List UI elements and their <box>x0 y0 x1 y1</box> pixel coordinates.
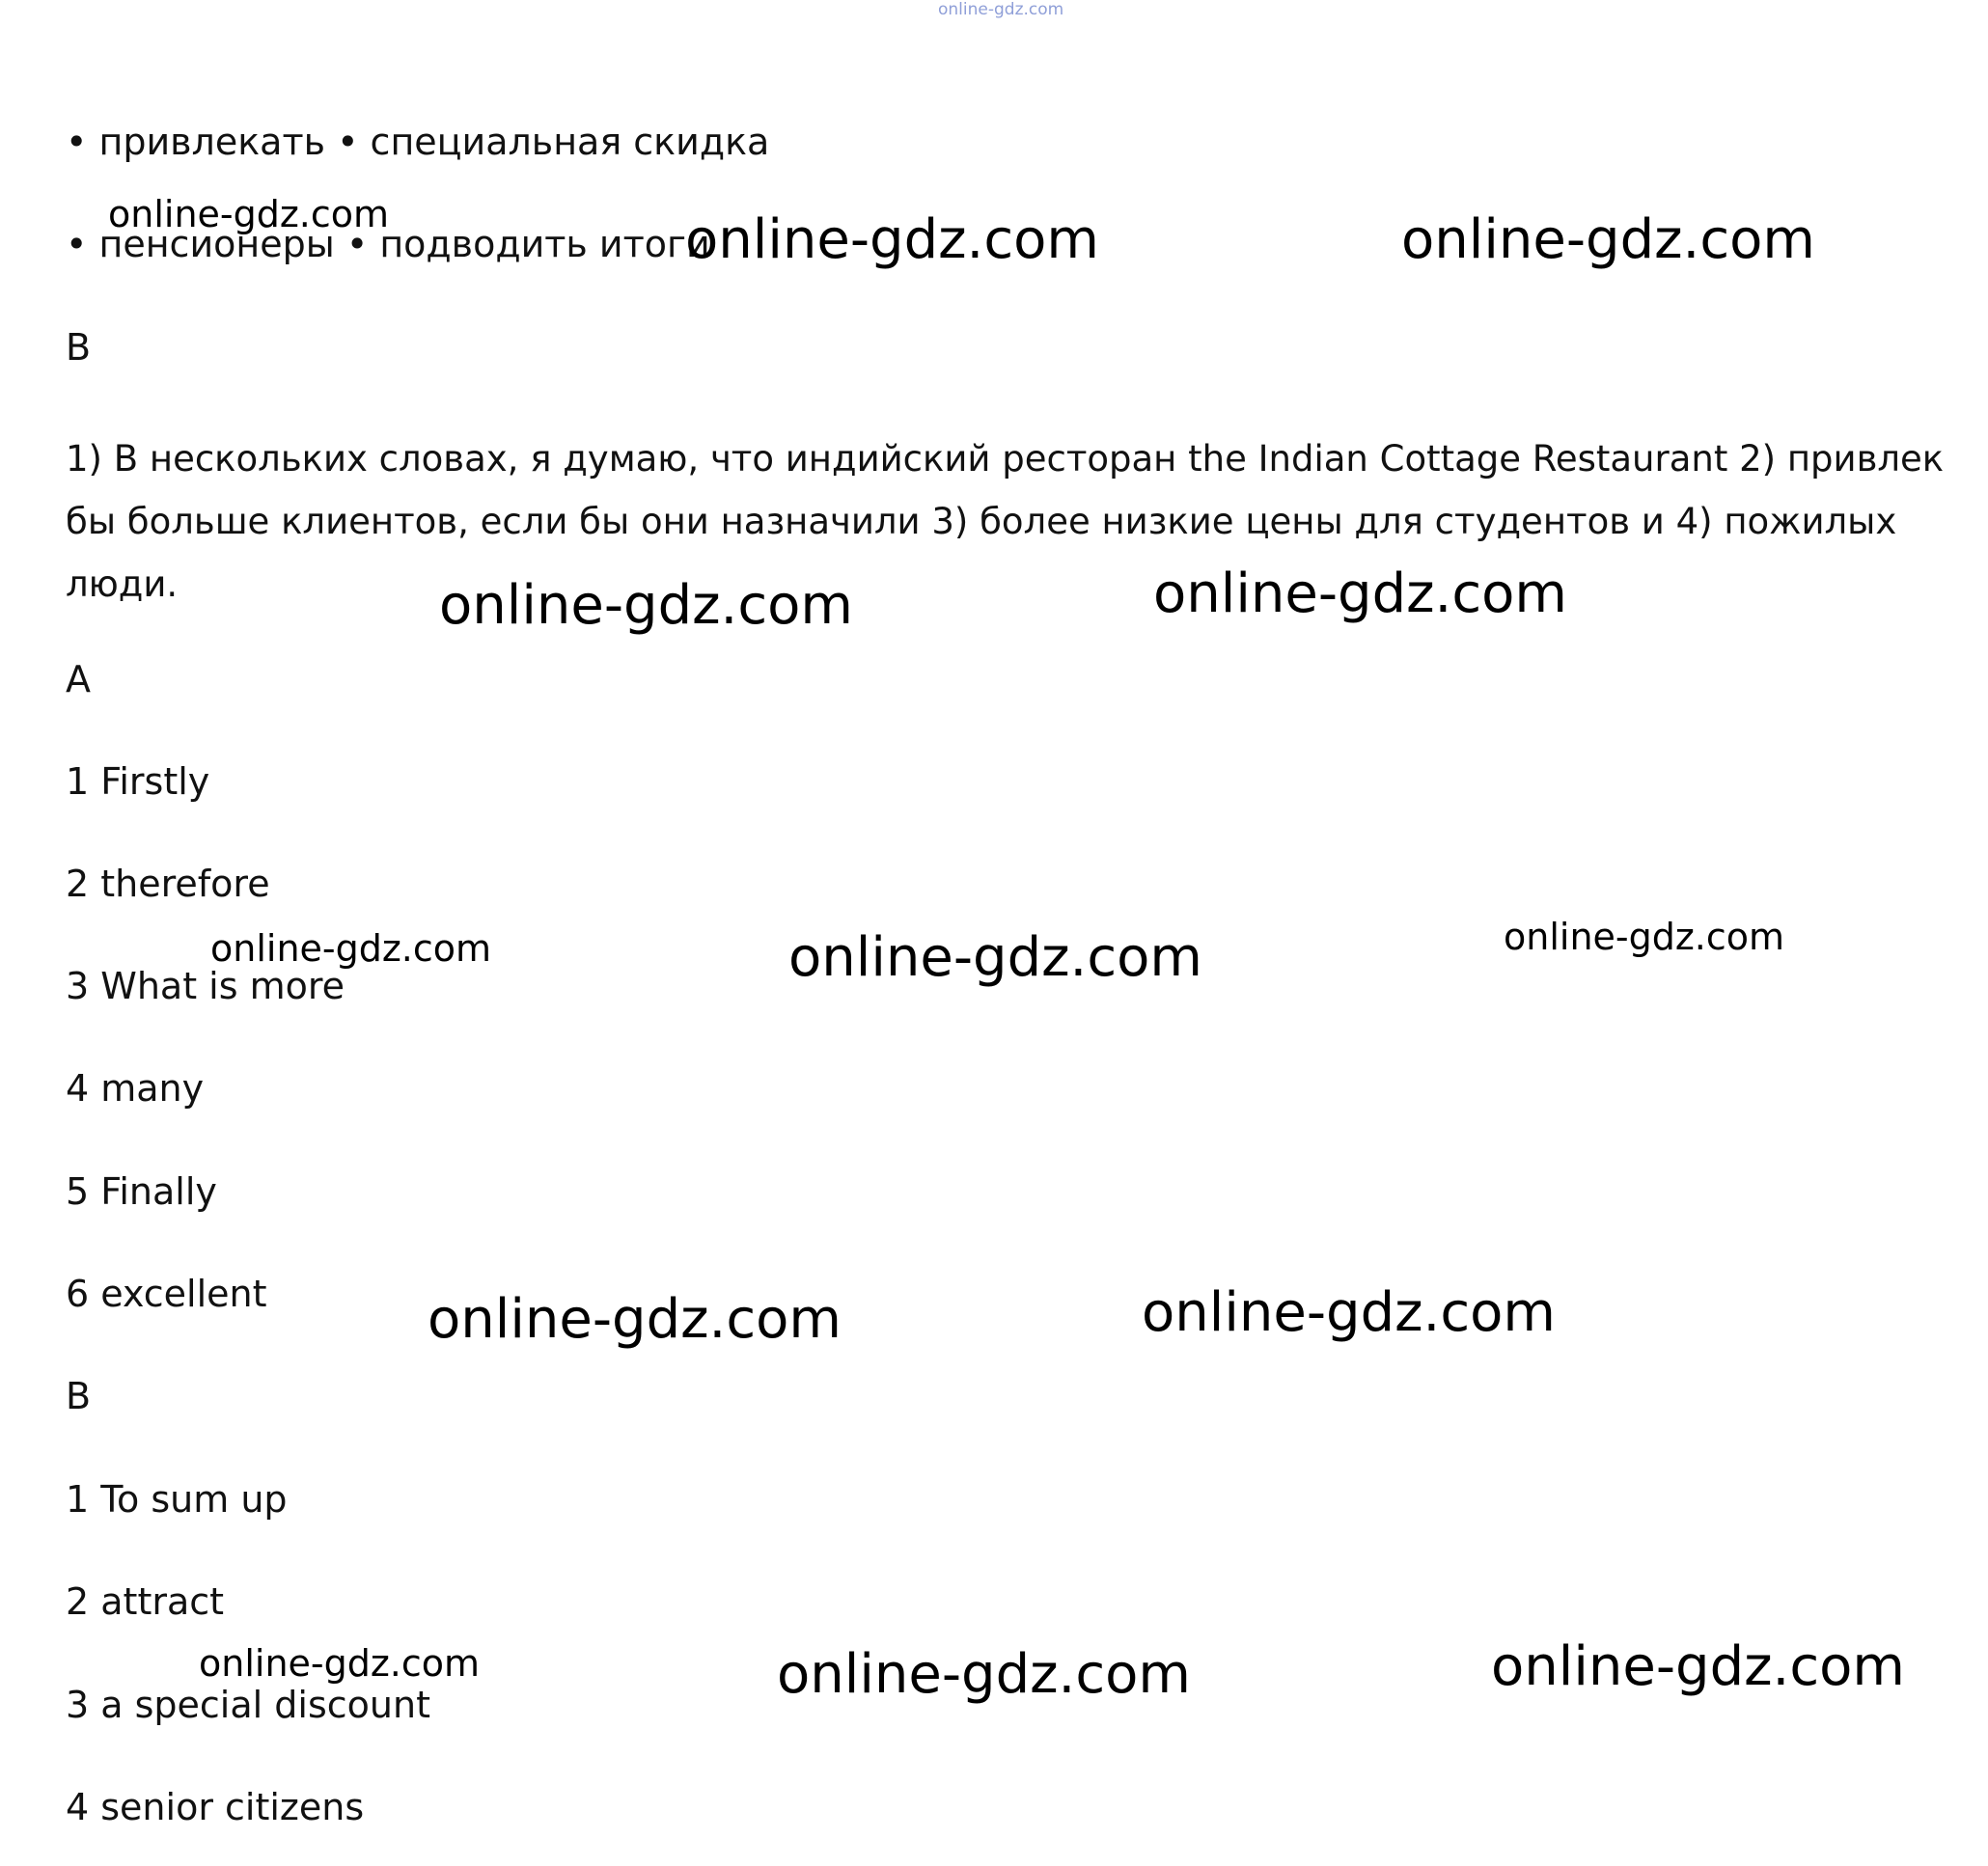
list-item: 4 many <box>66 1067 205 1110</box>
watermark: online-gdz.com <box>1491 1635 1905 1698</box>
watermark: online-gdz.com <box>1142 1281 1556 1344</box>
watermark: online-gdz.com <box>439 574 853 637</box>
list-item: 6 excellent <box>66 1273 267 1315</box>
list-item: 1 Firstly <box>66 760 210 803</box>
watermark: online-gdz.com <box>210 927 492 970</box>
top-watermark: online-gdz.com <box>938 0 1064 19</box>
list-item: 3 What is more <box>66 965 345 1007</box>
section-a-label: A <box>66 658 91 700</box>
list-item: 1 To sum up <box>66 1478 288 1521</box>
section-b2-label: B <box>66 1375 92 1417</box>
section-b1-paragraph: 1) В нескольких словах, я думаю, что индийский ресторан the Indian Cottage Restaurant 2) привлек бы больше клиентов, если бы они назначили 3) более низкие цены для студентов и 4) пожилых люди. <box>66 438 1945 605</box>
watermark: online-gdz.com <box>685 208 1099 271</box>
vocab-line-1: • привлекать • специальная скидка <box>66 121 770 163</box>
watermark: online-gdz.com <box>788 926 1202 989</box>
list-item: 3 a special discount <box>66 1684 430 1726</box>
list-item: 2 therefore <box>66 863 270 905</box>
watermark: online-gdz.com <box>1504 916 1785 958</box>
watermark: online-gdz.com <box>777 1643 1191 1706</box>
list-item: 4 senior citizens <box>66 1786 365 1828</box>
vocab-line-2: • пенсионеры • подводить итоги <box>66 223 710 265</box>
watermark: online-gdz.com <box>1153 563 1567 625</box>
list-item: 2 attract <box>66 1580 225 1623</box>
section-b1-label: B <box>66 326 92 369</box>
list-item: 5 Finally <box>66 1170 217 1213</box>
watermark: online-gdz.com <box>199 1642 481 1685</box>
watermark: online-gdz.com <box>428 1288 842 1351</box>
watermark: online-gdz.com <box>108 193 390 235</box>
watermark: online-gdz.com <box>1401 208 1815 271</box>
